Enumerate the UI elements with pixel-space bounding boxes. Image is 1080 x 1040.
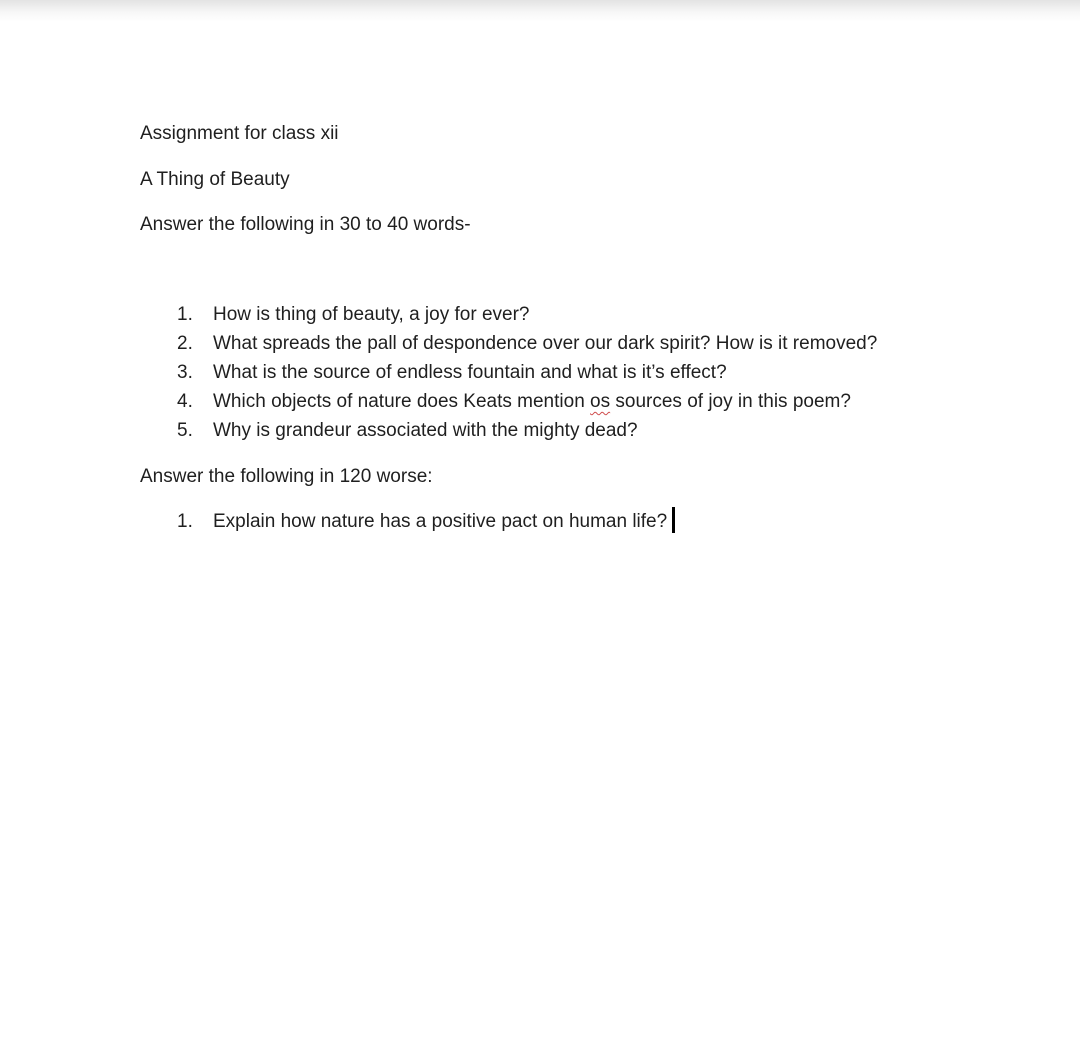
assignment-title: Assignment for class xii xyxy=(140,123,339,144)
question-text xyxy=(213,507,675,536)
question-number: 3. xyxy=(177,362,193,383)
question-number: 5. xyxy=(177,420,193,441)
question-text: Why is grandeur associated with the mighty dead? xyxy=(213,420,638,441)
question-item-long-1 xyxy=(140,507,1040,536)
short-questions-list xyxy=(140,300,1040,445)
question-item-1 xyxy=(140,300,1040,329)
question-text-segment: sources of joy in this poem? xyxy=(610,391,851,412)
question-item-4 xyxy=(140,387,1040,416)
question-text-segment: Explain how nature has a positive pact on human life? xyxy=(213,511,668,532)
long-questions-list xyxy=(140,507,1040,536)
question-text xyxy=(213,387,851,416)
question-number: 1. xyxy=(177,304,193,325)
poem-title: A Thing of Beauty xyxy=(140,169,290,190)
question-number: 4. xyxy=(177,391,193,412)
section1-instruction: Answer the following in 30 to 40 words- xyxy=(140,214,471,235)
question-number: 1. xyxy=(177,511,193,532)
question-number: 2. xyxy=(177,333,193,354)
misspelled-word: os xyxy=(590,391,611,412)
text-cursor xyxy=(672,507,675,533)
question-text: How is thing of beauty, a joy for ever? xyxy=(213,304,530,325)
section2-instruction: Answer the following in 120 worse: xyxy=(140,466,433,487)
question-item-5 xyxy=(140,416,1040,445)
question-item-3 xyxy=(140,358,1040,387)
question-text: What is the source of endless fountain and what is it’s effect? xyxy=(213,362,727,383)
question-text: What spreads the pall of despondence over our dark spirit? How is it removed? xyxy=(213,333,878,354)
question-item-2 xyxy=(140,329,1040,358)
question-text-segment: Which objects of nature does Keats mention xyxy=(213,391,591,412)
